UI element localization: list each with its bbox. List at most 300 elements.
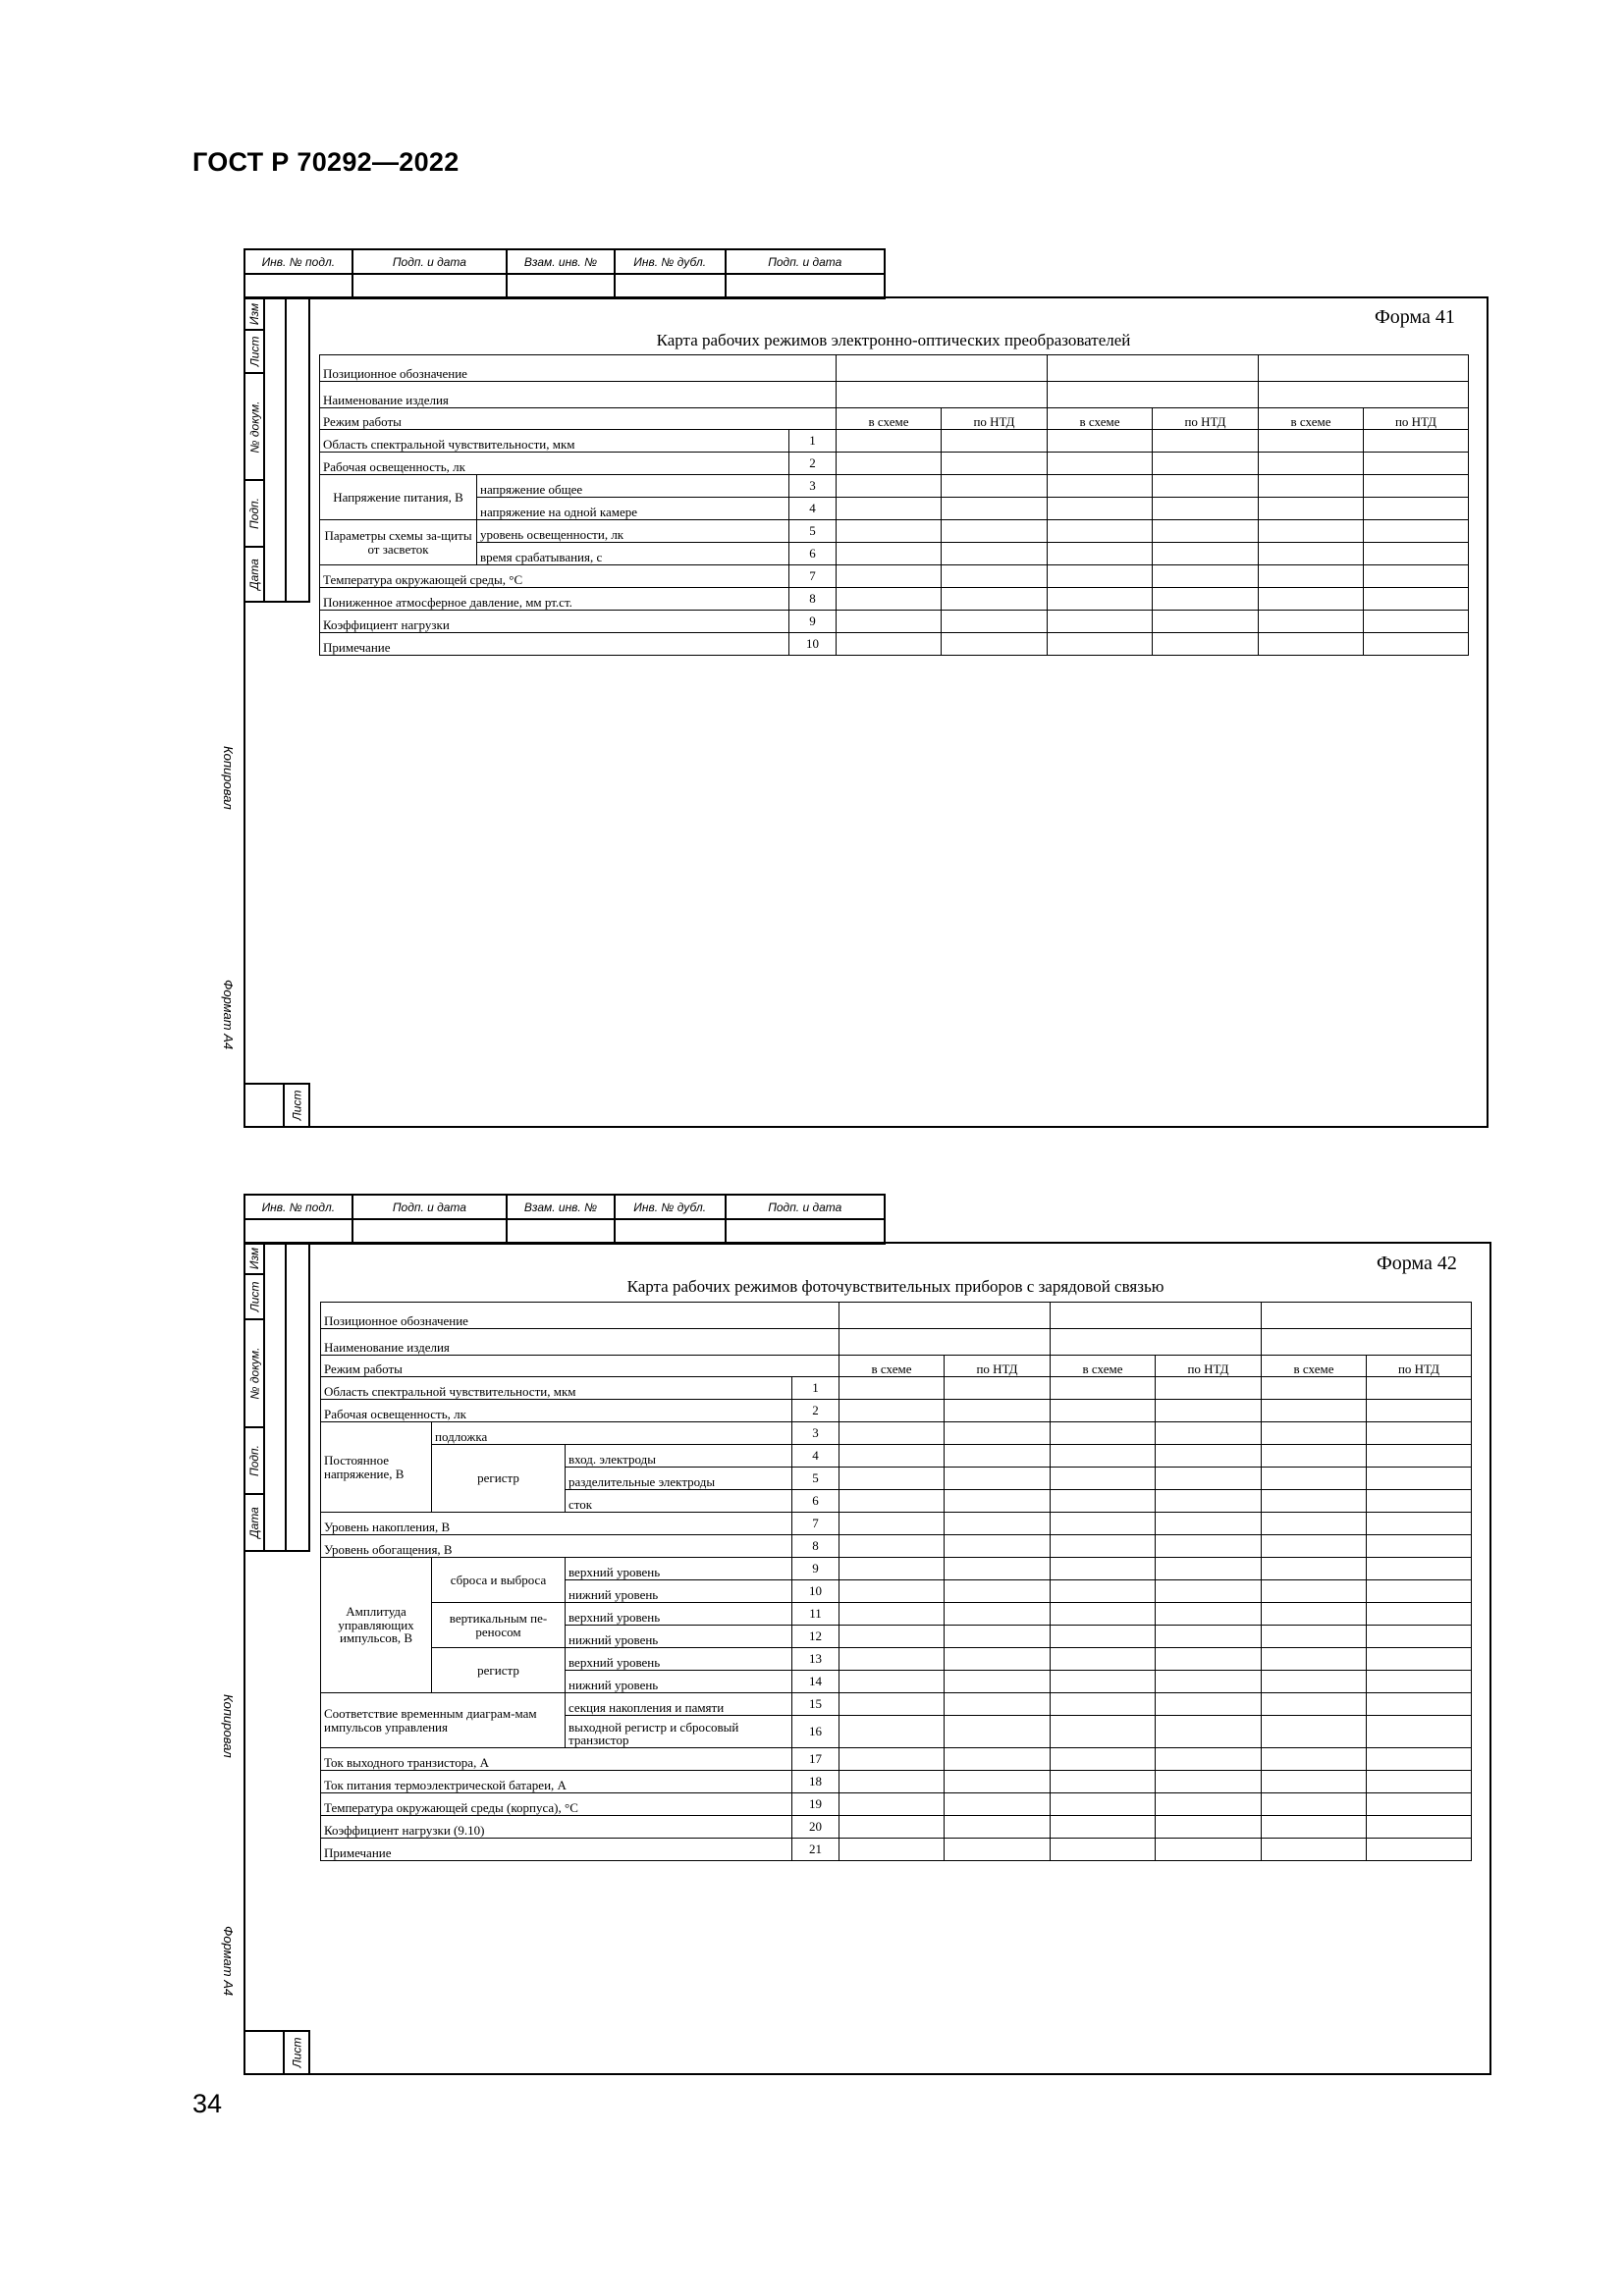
value-cell <box>945 1558 1051 1580</box>
document-header: ГОСТ Р 70292—2022 <box>192 147 460 177</box>
value-cell <box>1156 1816 1262 1839</box>
value-cell <box>1156 1377 1262 1400</box>
value-cell <box>945 1793 1051 1816</box>
value-cell <box>1051 1445 1156 1468</box>
row-number: 6 <box>789 543 837 565</box>
value-cell <box>839 1648 945 1671</box>
row-number: 11 <box>792 1603 839 1626</box>
value-cell <box>1367 1558 1472 1580</box>
row-number: 12 <box>792 1626 839 1648</box>
value-cell <box>942 520 1048 543</box>
value-cell <box>1051 1793 1156 1816</box>
col-in-scheme: в схеме <box>1262 1356 1367 1377</box>
strip-izm: Изм <box>244 1242 265 1275</box>
value-cell <box>942 565 1048 588</box>
col-per-ntd: по НТД <box>1367 1356 1472 1377</box>
value-cell <box>839 1771 945 1793</box>
value-cell <box>1262 1513 1367 1535</box>
value-cell <box>1364 453 1469 475</box>
stamp-replace-label: Взам. инв. № <box>507 1195 615 1219</box>
row-5-label: разделительные электроды <box>566 1468 792 1490</box>
value-cell <box>1051 1377 1156 1400</box>
strip-list: Лист <box>244 1273 265 1320</box>
stamp-cell <box>352 274 507 298</box>
value-cell <box>1259 611 1364 633</box>
value-cell <box>1364 565 1469 588</box>
stamp-dup-label: Инв. № дубл. <box>615 249 726 274</box>
value-cell <box>1259 520 1364 543</box>
value-cell <box>1262 1771 1367 1793</box>
form-42-label: Форма 42 <box>1377 1253 1457 1274</box>
row-number: 17 <box>792 1748 839 1771</box>
value-cell <box>945 1671 1051 1693</box>
row-number: 3 <box>792 1422 839 1445</box>
value-cell <box>1262 1468 1367 1490</box>
value-cell <box>942 430 1048 453</box>
value-cell <box>1367 1580 1472 1603</box>
value-cell <box>839 1839 945 1861</box>
value-cell <box>839 1693 945 1716</box>
value-cell <box>1262 1535 1367 1558</box>
row-14-label: нижний уровень <box>566 1671 792 1693</box>
value-cell <box>1048 543 1153 565</box>
value-cell <box>839 1445 945 1468</box>
value-cell <box>1367 1771 1472 1793</box>
value-cell <box>837 543 942 565</box>
group-reset: сброса и выброса <box>432 1558 566 1603</box>
row-pos-designation: Позиционное обозначение <box>320 355 837 382</box>
value-cell <box>1367 1816 1472 1839</box>
value-cell <box>1051 1748 1156 1771</box>
value-cell <box>1364 611 1469 633</box>
value-cell <box>1153 633 1259 656</box>
value-cell <box>1259 430 1364 453</box>
row-number: 6 <box>792 1490 839 1513</box>
value-cell <box>1156 1400 1262 1422</box>
value-cell <box>1051 1329 1262 1356</box>
stamp-cell <box>507 1219 615 1244</box>
row-3-label: подложка <box>432 1422 792 1445</box>
value-cell <box>1367 1793 1472 1816</box>
value-cell <box>1153 498 1259 520</box>
strip-izm: Изм <box>244 296 265 331</box>
stamp-cell <box>244 274 352 298</box>
value-cell <box>1156 1693 1262 1716</box>
value-cell <box>1367 1693 1472 1716</box>
value-cell <box>1364 543 1469 565</box>
row-pos-designation: Позиционное обозначение <box>321 1303 839 1329</box>
strip-doc: № докум. <box>244 1318 265 1428</box>
value-cell <box>1367 1513 1472 1535</box>
row-number: 21 <box>792 1839 839 1861</box>
row-16-label: выходной регистр и сбросовый транзистор <box>566 1716 792 1748</box>
value-cell <box>1364 633 1469 656</box>
value-cell <box>839 1377 945 1400</box>
value-cell <box>1048 611 1153 633</box>
row-number: 2 <box>792 1400 839 1422</box>
value-cell <box>1367 1535 1472 1558</box>
value-cell <box>1367 1603 1472 1626</box>
value-cell <box>945 1626 1051 1648</box>
value-cell <box>837 520 942 543</box>
value-cell <box>1259 498 1364 520</box>
value-cell <box>1367 1400 1472 1422</box>
col-in-scheme: в схеме <box>839 1356 945 1377</box>
value-cell <box>945 1535 1051 1558</box>
col-per-ntd: по НТД <box>1364 408 1469 430</box>
stamp-cell <box>615 1219 726 1244</box>
col-per-ntd: по НТД <box>942 408 1048 430</box>
value-cell <box>1156 1671 1262 1693</box>
form-41-label: Форма 41 <box>1375 306 1455 328</box>
value-cell <box>1051 1716 1156 1748</box>
value-cell <box>1153 611 1259 633</box>
value-cell <box>839 1490 945 1513</box>
value-cell <box>1262 1748 1367 1771</box>
value-cell <box>945 1693 1051 1716</box>
row-5-label: уровень освещенности, лк <box>477 520 789 543</box>
value-cell <box>942 475 1048 498</box>
value-cell <box>1259 453 1364 475</box>
col-in-scheme: в схеме <box>1259 408 1364 430</box>
value-cell <box>1156 1771 1262 1793</box>
value-cell <box>839 1303 1051 1329</box>
row-number: 5 <box>789 520 837 543</box>
col-in-scheme: в схеме <box>837 408 942 430</box>
stamp-block <box>244 248 886 299</box>
value-cell <box>1259 565 1364 588</box>
value-cell <box>945 1771 1051 1793</box>
stamp-sign-label: Подп. и дата <box>352 1195 507 1219</box>
row-mode: Режим работы <box>321 1356 839 1377</box>
value-cell <box>942 633 1048 656</box>
value-cell <box>1364 498 1469 520</box>
value-cell <box>1259 543 1364 565</box>
value-cell <box>1156 1422 1262 1445</box>
value-cell <box>1156 1535 1262 1558</box>
row-12-label: нижний уровень <box>566 1626 792 1648</box>
value-cell <box>945 1816 1051 1839</box>
value-cell <box>1051 1580 1156 1603</box>
stamp-cell <box>507 274 615 298</box>
value-cell <box>1051 1422 1156 1445</box>
col-in-scheme: в схеме <box>1048 408 1153 430</box>
value-cell <box>839 1816 945 1839</box>
value-cell <box>1262 1303 1472 1329</box>
value-cell <box>1048 430 1153 453</box>
value-cell <box>1048 475 1153 498</box>
stamp-cell <box>726 1219 886 1244</box>
value-cell <box>1262 1693 1367 1716</box>
value-cell <box>1048 520 1153 543</box>
row-number: 7 <box>789 565 837 588</box>
stamp-block <box>244 1194 886 1245</box>
row-number: 2 <box>789 453 837 475</box>
value-cell <box>1156 1793 1262 1816</box>
row-number: 7 <box>792 1513 839 1535</box>
sheet-label-cell: Лист <box>283 1083 310 1128</box>
value-cell <box>1048 382 1259 408</box>
stamp-cell <box>352 1219 507 1244</box>
value-cell <box>1364 475 1469 498</box>
value-cell <box>839 1580 945 1603</box>
value-cell <box>1262 1490 1367 1513</box>
strip-list: Лист <box>244 329 265 374</box>
value-cell <box>1156 1648 1262 1671</box>
value-cell <box>1153 453 1259 475</box>
row-4-label: напряжение на одной камере <box>477 498 789 520</box>
value-cell <box>837 565 942 588</box>
group-vertical: вертикальным пе-реносом <box>432 1603 566 1648</box>
value-cell <box>1156 1626 1262 1648</box>
value-cell <box>1051 1400 1156 1422</box>
row-number: 4 <box>792 1445 839 1468</box>
value-cell <box>1262 1648 1367 1671</box>
value-cell <box>1262 1329 1472 1356</box>
value-cell <box>1051 1771 1156 1793</box>
group-register-2: регистр <box>432 1648 566 1693</box>
value-cell <box>1051 1303 1262 1329</box>
row-number: 18 <box>792 1771 839 1793</box>
value-cell <box>1367 1716 1472 1748</box>
value-cell <box>1051 1603 1156 1626</box>
form-41-title: Карта рабочих режимов электронно-оптических преобразователей <box>656 331 1131 349</box>
group-voltage-label: Напряжение питания, В <box>320 475 477 520</box>
stamp-cell <box>244 1219 352 1244</box>
group-protection-label: Параметры схемы за-щиты от засветок <box>320 520 477 565</box>
value-cell <box>1156 1839 1262 1861</box>
value-cell <box>1051 1816 1156 1839</box>
row-11-label: верхний уровень <box>566 1603 792 1626</box>
value-cell <box>1259 588 1364 611</box>
value-cell <box>945 1490 1051 1513</box>
value-cell <box>1048 498 1153 520</box>
value-cell <box>839 1468 945 1490</box>
strip-doc: № докум. <box>244 372 265 481</box>
value-cell <box>1156 1558 1262 1580</box>
value-cell <box>837 498 942 520</box>
row-1-label: Область спектральной чувствительности, мкм <box>321 1377 792 1400</box>
value-cell <box>945 1445 1051 1468</box>
row-number: 1 <box>789 430 837 453</box>
row-mode: Режим работы <box>320 408 837 430</box>
row-number: 8 <box>789 588 837 611</box>
value-cell <box>1367 1422 1472 1445</box>
value-cell <box>837 611 942 633</box>
copied-label: Копировал <box>221 746 236 810</box>
form-42-table <box>320 1302 1472 1861</box>
value-cell <box>1367 1839 1472 1861</box>
value-cell <box>1051 1648 1156 1671</box>
stamp-cell <box>615 274 726 298</box>
value-cell <box>839 1671 945 1693</box>
row-10-label: нижний уровень <box>566 1580 792 1603</box>
row-number: 9 <box>792 1558 839 1580</box>
value-cell <box>1153 430 1259 453</box>
value-cell <box>1051 1839 1156 1861</box>
value-cell <box>1153 520 1259 543</box>
value-cell <box>837 382 1048 408</box>
value-cell <box>945 1580 1051 1603</box>
value-cell <box>1262 1839 1367 1861</box>
value-cell <box>1262 1422 1367 1445</box>
row-4-label: вход. электроды <box>566 1445 792 1468</box>
value-cell <box>1048 633 1153 656</box>
value-cell <box>1262 1816 1367 1839</box>
value-cell <box>945 1400 1051 1422</box>
value-cell <box>839 1535 945 1558</box>
value-cell <box>945 1648 1051 1671</box>
value-cell <box>942 498 1048 520</box>
value-cell <box>1262 1445 1367 1468</box>
value-cell <box>839 1793 945 1816</box>
value-cell <box>837 588 942 611</box>
strip-sign: Подп. <box>244 479 265 548</box>
row-3-label: напряжение общее <box>477 475 789 498</box>
value-cell <box>1156 1445 1262 1468</box>
stamp-sign2-label: Подп. и дата <box>726 1195 886 1219</box>
value-cell <box>837 475 942 498</box>
value-cell <box>1259 382 1469 408</box>
row-number: 20 <box>792 1816 839 1839</box>
row-number: 1 <box>792 1377 839 1400</box>
value-cell <box>945 1422 1051 1445</box>
value-cell <box>942 453 1048 475</box>
row-6-label: время срабатывания, с <box>477 543 789 565</box>
value-cell <box>942 611 1048 633</box>
value-cell <box>1153 543 1259 565</box>
value-cell <box>1259 355 1469 382</box>
value-cell <box>1367 1445 1472 1468</box>
row-13-label: верхний уровень <box>566 1648 792 1671</box>
value-cell <box>1367 1748 1472 1771</box>
value-cell <box>839 1400 945 1422</box>
row-number: 14 <box>792 1671 839 1693</box>
value-cell <box>837 355 1048 382</box>
value-cell <box>1259 475 1364 498</box>
value-cell <box>1051 1626 1156 1648</box>
row-15-label: секция накопления и памяти <box>566 1693 792 1716</box>
value-cell <box>1051 1671 1156 1693</box>
row-9-label: верхний уровень <box>566 1558 792 1580</box>
value-cell <box>1156 1490 1262 1513</box>
value-cell <box>945 1513 1051 1535</box>
value-cell <box>1367 1648 1472 1671</box>
row-number: 10 <box>789 633 837 656</box>
value-cell <box>839 1716 945 1748</box>
value-cell <box>942 543 1048 565</box>
stamp-dup-label: Инв. № дубл. <box>615 1195 726 1219</box>
stamp-inv-label: Инв. № подл. <box>244 1195 352 1219</box>
value-cell <box>945 1468 1051 1490</box>
col-per-ntd: по НТД <box>945 1356 1051 1377</box>
value-cell <box>839 1748 945 1771</box>
row-17-label: Ток выходного транзистора, А <box>321 1748 792 1771</box>
row-8-label: Уровень обогащения, В <box>321 1535 792 1558</box>
value-cell <box>1051 1490 1156 1513</box>
value-cell <box>945 1377 1051 1400</box>
row-18-label: Ток питания термоэлектрической батареи, А <box>321 1771 792 1793</box>
value-cell <box>839 1626 945 1648</box>
value-cell <box>1262 1558 1367 1580</box>
value-cell <box>1051 1693 1156 1716</box>
value-cell <box>1262 1400 1367 1422</box>
value-cell <box>1364 430 1469 453</box>
row-number: 10 <box>792 1580 839 1603</box>
value-cell <box>1262 1377 1367 1400</box>
value-cell <box>1262 1793 1367 1816</box>
row-7-label: Температура окружающей среды, °С <box>320 565 789 588</box>
value-cell <box>945 1748 1051 1771</box>
value-cell <box>1156 1603 1262 1626</box>
value-cell <box>1367 1490 1472 1513</box>
value-cell <box>839 1558 945 1580</box>
col-per-ntd: по НТД <box>1153 408 1259 430</box>
value-cell <box>839 1603 945 1626</box>
row-19-label: Температура окружающей среды (корпуса), °С <box>321 1793 792 1816</box>
row-8-label: Пониженное атмосферное давление, мм рт.ст. <box>320 588 789 611</box>
group-timing: Соответствие временным диаграм-мам импульсов управления <box>321 1693 566 1748</box>
value-cell <box>1048 355 1259 382</box>
col-per-ntd: по НТД <box>1156 1356 1262 1377</box>
col-in-scheme: в схеме <box>1051 1356 1156 1377</box>
stamp-sign-label: Подп. и дата <box>352 249 507 274</box>
row-2-label: Рабочая освещенность, лк <box>321 1400 792 1422</box>
format-label: Формат А4 <box>221 980 236 1050</box>
sheet-label-cell: Лист <box>283 2030 310 2075</box>
row-7-label: Уровень накопления, В <box>321 1513 792 1535</box>
value-cell <box>1048 565 1153 588</box>
value-cell <box>837 430 942 453</box>
value-cell <box>1051 1535 1156 1558</box>
row-product-name: Наименование изделия <box>320 382 837 408</box>
row-1-label: Область спектральной чувствительности, мкм <box>320 430 789 453</box>
stamp-sign2-label: Подп. и дата <box>726 249 886 274</box>
row-number: 9 <box>789 611 837 633</box>
value-cell <box>1364 520 1469 543</box>
row-10-label: Примечание <box>320 633 789 656</box>
row-6-label: сток <box>566 1490 792 1513</box>
value-cell <box>945 1716 1051 1748</box>
row-number: 19 <box>792 1793 839 1816</box>
value-cell <box>1367 1468 1472 1490</box>
row-number: 5 <box>792 1468 839 1490</box>
value-cell <box>839 1329 1051 1356</box>
value-cell <box>1156 1748 1262 1771</box>
value-cell <box>837 453 942 475</box>
stamp-cell <box>726 274 886 298</box>
value-cell <box>1367 1377 1472 1400</box>
value-cell <box>1051 1513 1156 1535</box>
form-41-table <box>319 354 1469 656</box>
value-cell <box>1367 1626 1472 1648</box>
value-cell <box>1259 633 1364 656</box>
strip-date: Дата <box>244 1493 265 1552</box>
value-cell <box>1262 1671 1367 1693</box>
value-cell <box>1048 453 1153 475</box>
value-cell <box>1153 565 1259 588</box>
value-cell <box>1048 588 1153 611</box>
strip-date: Дата <box>244 546 265 603</box>
value-cell <box>1051 1558 1156 1580</box>
value-cell <box>945 1603 1051 1626</box>
value-cell <box>1262 1626 1367 1648</box>
value-cell <box>839 1513 945 1535</box>
group-amplitude: Амплитуда управляющих импульсов, В <box>321 1558 432 1693</box>
row-number: 8 <box>792 1535 839 1558</box>
page-number: 34 <box>192 2089 223 2118</box>
value-cell <box>1262 1603 1367 1626</box>
